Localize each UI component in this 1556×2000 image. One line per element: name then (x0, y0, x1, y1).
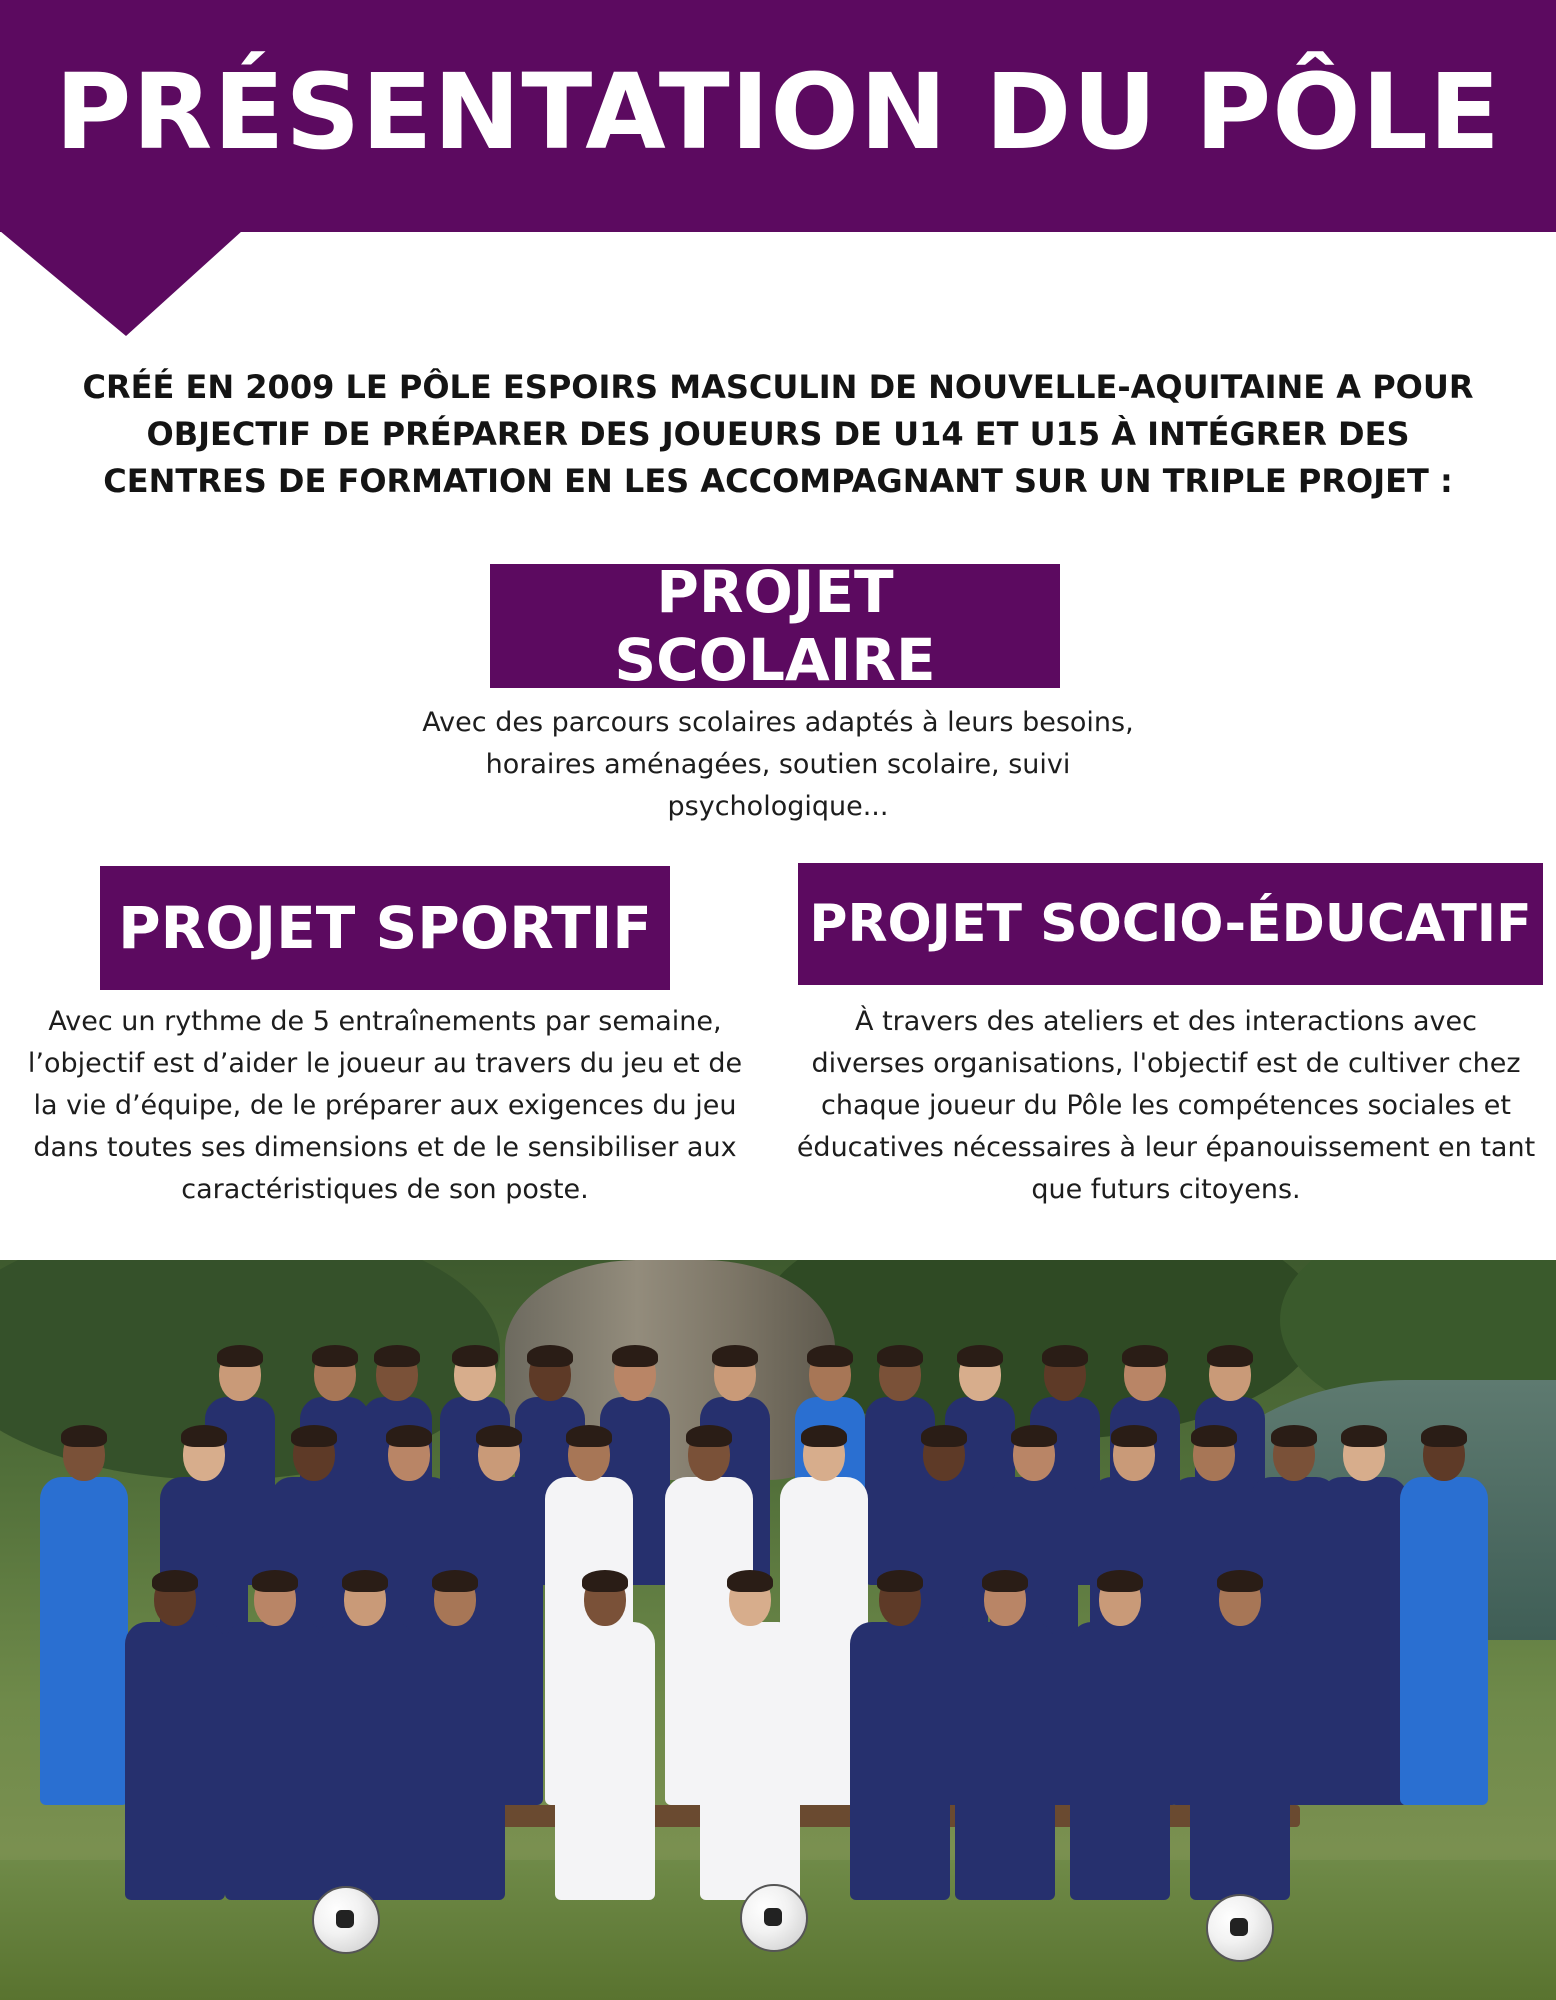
team-member (850, 1570, 950, 1900)
projet-socio-educatif-text: À travers des ateliers et des interactions avec diverses organisations, l'objectif est de cultiver chez chaque joueur du Pôle les compétences sociales et éducatives nécessaires à leur épanouissement en tant que futurs citoyens. (796, 1006, 1536, 1205)
page-title: PRÉSENTATION DU PÔLE (55, 51, 1501, 173)
projet-scolaire-heading: PROJET SCOLAIRE (490, 564, 1060, 688)
team-member (40, 1425, 128, 1805)
team-member (1320, 1425, 1408, 1805)
team-photo (0, 1260, 1556, 2000)
team-member (315, 1570, 415, 1900)
team-member (1190, 1570, 1290, 1900)
intro-text: CRÉÉ EN 2009 LE PÔLE ESPOIRS MASCULIN DE NOUVELLE-AQUITAINE A POUR OBJECTIF DE PRÉPARER DES JOUEURS DE U14 ET U15 À INTÉGRER DES CENTRES DE FORMATION EN LES ACCOMPAGNANT SUR UN TRIPLE PROJET : (82, 368, 1474, 500)
team-member (1070, 1570, 1170, 1900)
team-member (700, 1570, 800, 1900)
banner-pointer (0, 231, 242, 336)
projet-scolaire-text: Avec des parcours scolaires adaptés à leurs besoins, horaires aménagées, soutien scolaire, suivi psychologique... (422, 707, 1134, 822)
projet-sportif-heading: PROJET SPORTIF (100, 866, 670, 990)
team-member (1400, 1425, 1488, 1805)
football (740, 1884, 808, 1952)
team-member (555, 1570, 655, 1900)
team-member (955, 1570, 1055, 1900)
projet-sportif-text: Avec un rythme de 5 entraînements par semaine, l’objectif est d’aider le joueur au travers du jeu et de la vie d’équipe, de le préparer aux exigences du jeu dans toutes ses dimensions et de le sensibiliser aux caractéristiques de son poste. (27, 1006, 743, 1205)
team-member (405, 1570, 505, 1900)
football (1206, 1894, 1274, 1962)
team-member (125, 1570, 225, 1900)
team-member (225, 1570, 325, 1900)
football (312, 1886, 380, 1954)
projet-socio-educatif-heading: PROJET SOCIO-ÉDUCATIF (798, 863, 1543, 985)
